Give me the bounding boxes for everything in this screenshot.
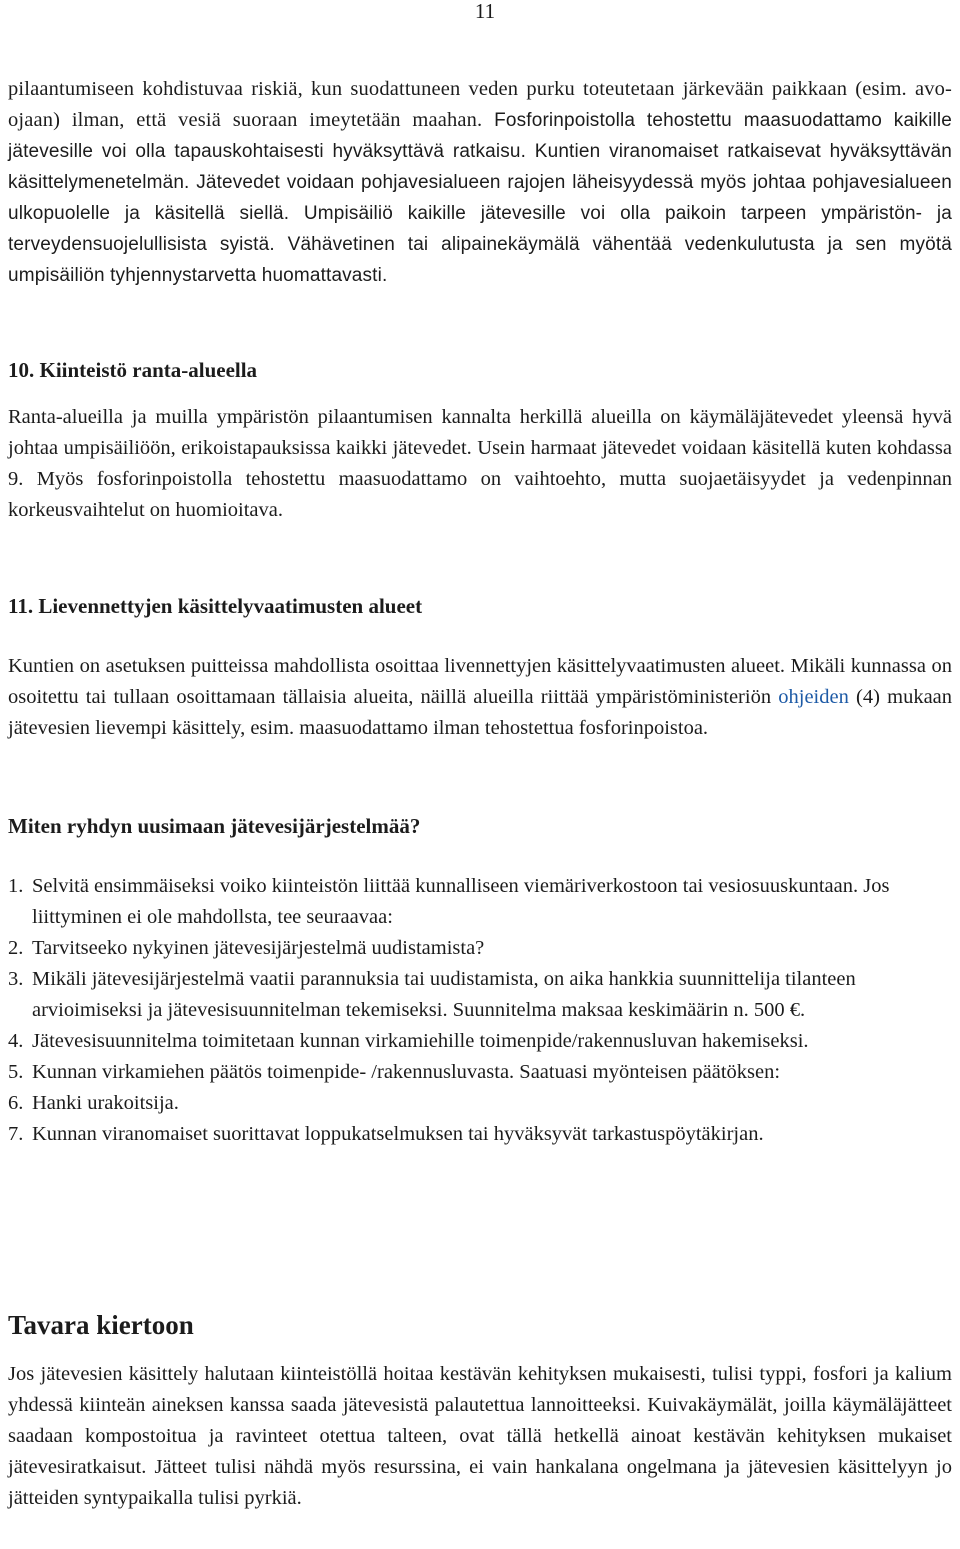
section-11-heading: 11. Lievennettyjen käsittelyvaatimusten alueet bbox=[8, 594, 423, 618]
tavara-section bbox=[8, 1308, 952, 1342]
ohjeiden-link[interactable]: ohjeiden bbox=[778, 686, 849, 708]
step-item bbox=[8, 1088, 952, 1119]
intro-paragraph bbox=[8, 74, 952, 291]
step-text: Kunnan viranomaiset suorittavat loppukatselmuksen tai hyväksyvät tarkastuspöytäkirjan. bbox=[32, 1123, 764, 1145]
how-to-steps-block bbox=[8, 871, 952, 1150]
how-to-heading: Miten ryhdyn uusimaan jätevesijärjestelmää? bbox=[8, 814, 421, 838]
step-number: 4. bbox=[8, 1030, 24, 1052]
section-11-body-block bbox=[8, 651, 952, 744]
section-10 bbox=[8, 356, 952, 384]
step-item bbox=[8, 1026, 952, 1057]
step-number: 1. bbox=[8, 875, 24, 897]
step-item bbox=[8, 933, 952, 964]
page-number: 11 bbox=[474, 0, 496, 23]
step-text: Kunnan virkamiehen päätös toimenpide- /rakennusluvasta. Saatuasi myönteisen päätöksen: bbox=[32, 1061, 781, 1083]
step-number: 5. bbox=[8, 1061, 24, 1083]
step-text: Selvitä ensimmäiseksi voiko kiinteistön liittää kunnalliseen viemäriverkostoon tai vesiosuuskuntaan. Jos liittyminen ei ole mahdollsta, tee seuraavaa: bbox=[32, 875, 890, 928]
steps-list bbox=[8, 871, 952, 1150]
section-11-text-before: Kuntien on asetuksen puitteissa mahdollista osoittaa livennettyjen käsittelyvaatimusten alueet. Mikäli kunnassa on osoitettu tai tullaan osoittamaan tällaisia alueita, näillä alueilla riittää ympäristöministeriön bbox=[8, 655, 952, 708]
step-text: Hanki urakoitsija. bbox=[32, 1092, 179, 1114]
tavara-body-block bbox=[8, 1359, 952, 1514]
how-to-section bbox=[8, 812, 952, 840]
step-number: 6. bbox=[8, 1092, 24, 1114]
section-11-body bbox=[8, 651, 952, 744]
step-item bbox=[8, 871, 952, 933]
section-11-text-after: (4) mukaan jätevesien lievempi käsittely, esim. maasuodattamo ilman tehostettua fosforinpoistoa. bbox=[8, 686, 953, 739]
step-text: Mikäli jätevesijärjestelmä vaatii parannuksia tai uudistamista, on aika hankkia suunnittelija tilanteen arvioimiseksi ja jätevesisuunnitelman tekemiseksi. Suunnitelma maksaa keskimäärin n. 500 €. bbox=[32, 968, 856, 1021]
section-11 bbox=[8, 592, 952, 620]
tavara-body: Jos jätevesien käsittely halutaan kiinteistöllä hoitaa kestävän kehityksen mukaisesti, tulisi typpi, fosfori ja kalium yhdessä kiinteän aineksen kanssa saada jätevesistä palautettua lannoitteeksi. Kuivakäymälät, joilla käymäläjätteet saadaan kompostoitua ja ravinteet otettua talteen, ovat tällä hetkellä ainoat kestävän kehityksen mukaiset jätevesiratkaisut. Jätteet tulisi nähdä myös resurssina, ei vain hankalana ongelmana ja jätevesien käsittelyyn jo jätteiden syntypaikalla tulisi pyrkiä. bbox=[8, 1363, 952, 1509]
tavara-heading: Tavara kiertoon bbox=[8, 1310, 194, 1340]
step-number: 2. bbox=[8, 937, 24, 959]
step-text: Tarvitseeko nykyinen jätevesijärjestelmä uudistamista? bbox=[32, 937, 485, 959]
section-10-body-block bbox=[8, 402, 952, 526]
intro-sentence-sans: Fosforinpoistolla tehostettu maasuodattamo kaikille jätevesille voi olla tapauskohtaisesti hyväksyttävä ratkaisu. Kuntien viranomaiset ratkaisevat hyväksyttävän käsittelymenetelmän. Jätevedet voidaan pohjavesialueen rajojen läheisyydessä myös johtaa pohjavesialueen ulkopuolelle ja käsitellä siellä. Umpisäiliö kaikille jätevesille voi olla paikoin tarpeen ympäristön- ja terveydensuojelullisista syistä. Vähävetinen tai alipainekäymälä vähentää vedenkulutusta ja sen myötä umpisäiliön tyhjennystarvetta huomattavasti. bbox=[8, 110, 953, 286]
step-item bbox=[8, 1057, 952, 1088]
intro-sentence-serif: pilaantumiseen kohdistuvaa riskiä, kun suodattuneen veden purku toteutetaan järkevään paikkaan (esim. avo-ojaan) ilman, että vesiä suoraan imeytetään maahan. bbox=[8, 78, 952, 131]
step-number: 7. bbox=[8, 1123, 24, 1145]
step-text: Jätevesisuunnitelma toimitetaan kunnan virkamiehille toimenpide/rakennusluvan hakemiseksi. bbox=[32, 1030, 809, 1052]
section-10-body: Ranta-alueilla ja muilla ympäristön pilaantumisen kannalta herkillä alueilla on käymäläjätevedet yleensä hyvä johtaa umpisäiliöön, erikoistapauksissa kaikki jätevedet. Usein harmaat jätevedet voidaan käsitellä kuten kohdassa 9. Myös fosforinpoistolla tehostettu maasuodattamo on vaihtoehto, mutta suojaetäisyydet ja vedenpinnan korkeusvaihtelut on huomioitava. bbox=[8, 406, 952, 521]
step-number: 3. bbox=[8, 968, 24, 990]
step-item bbox=[8, 1119, 952, 1150]
step-item bbox=[8, 964, 952, 1026]
section-10-heading: 10. Kiinteistö ranta-alueella bbox=[8, 358, 258, 382]
intro-section bbox=[8, 74, 952, 291]
